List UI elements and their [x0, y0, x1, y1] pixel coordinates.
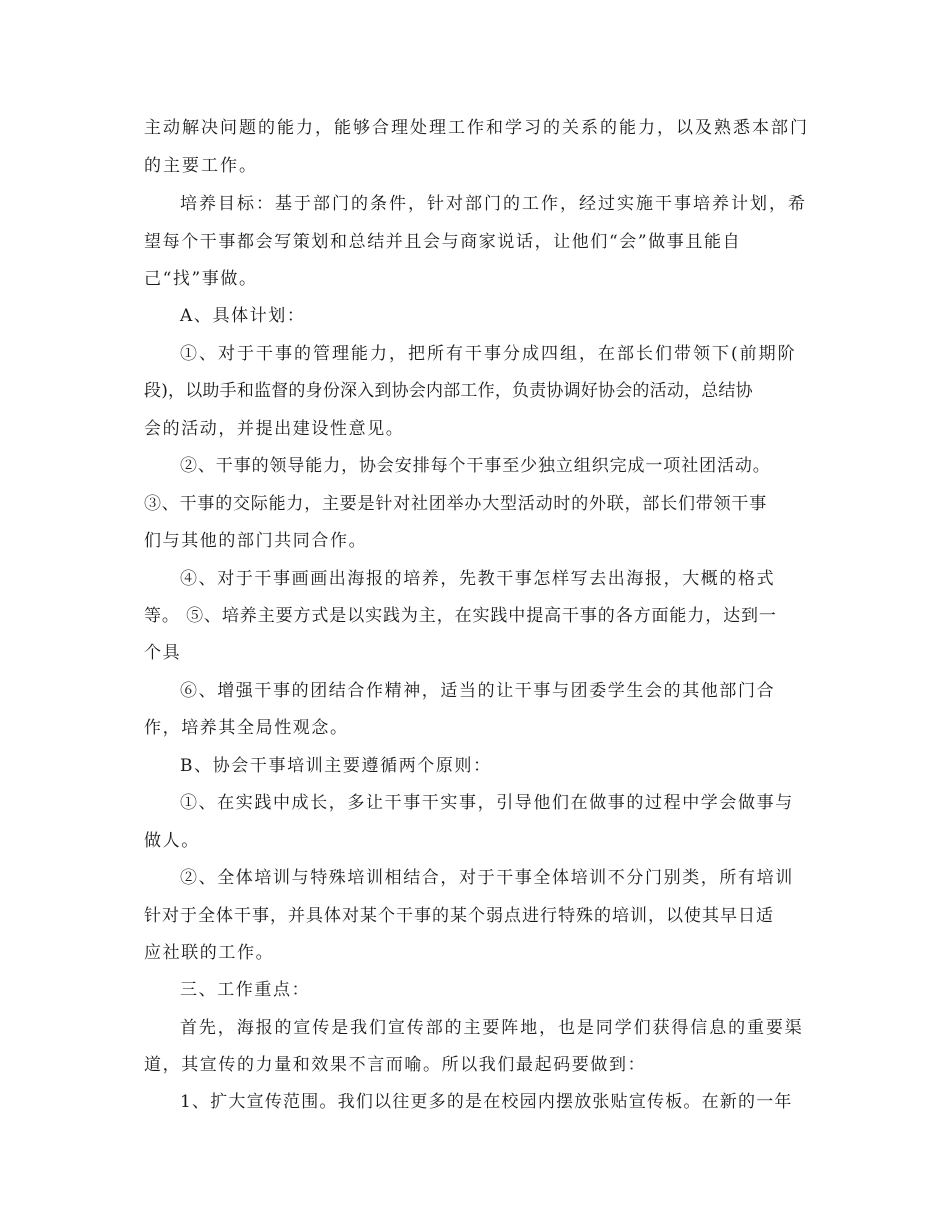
text-line: 主动解决问题的能力，能够合理处理工作和学习的关系的能力，以及熟悉本部门 — [144, 118, 809, 138]
text-line: ②、全体培训与特殊培训相结合，对于干事全体培训不分门别类，所有培训 — [180, 868, 794, 888]
text-line: B、协会干事培训主要遵循两个原则： — [180, 756, 492, 776]
text-line: 培养目标：基于部门的条件，针对部门的工作，经过实施干事培养计划，希 — [180, 194, 807, 214]
text-line: 个具 — [144, 643, 182, 663]
text-line: ④、对于干事画画出海报的培养，先教干事怎样写去出海报，大概的格式 — [180, 569, 776, 589]
text-line: 做人。 — [144, 831, 200, 851]
text-line: 段)，以助手和监督的身份深入到协会内部工作，负责协调好协会的活动，总结协 — [144, 381, 753, 401]
text-line: 作，培养其全局性观念。 — [144, 718, 349, 738]
text-line: ③、干事的交际能力，主要是针对社团举办大型活动时的外联，部长们带领干事 — [144, 494, 767, 514]
text-line: ②、干事的领导能力，协会安排每个干事至少独立组织完成一项社团活动。 — [180, 456, 771, 476]
text-line: 应社联的工作。 — [144, 943, 275, 963]
text-line: 针对于全体干事，并具体对某个干事的某个弱点进行特殊的培训，以使其早日适 — [144, 906, 774, 926]
text-line: ⑥、增强干事的团结合作精神，适当的让干事与团委学生会的其他部门合 — [180, 681, 776, 701]
text-line: 三、工作重点： — [180, 980, 311, 1000]
text-line: 首先，海报的宣传是我们宣传部的主要阵地，也是同学们获得信息的重要渠 — [180, 1018, 804, 1038]
text-line: ①、对于干事的管理能力，把所有干事分成四组，在部长们带领下(前期阶 — [180, 344, 797, 364]
text-line: 望每个干事都会写策划和总结并且会与商家说话，让他们“会”做事且能自 — [144, 232, 742, 252]
text-line: 的主要工作。 — [144, 156, 258, 176]
text-line: 会的活动，并提出建设性意见。 — [144, 419, 405, 439]
text-line: 1、扩大宣传范围。我们以往更多的是在校园内摆放张贴宣传板。在新的一年 — [180, 1092, 793, 1112]
text-line: 们与其他的部门共同合作。 — [144, 531, 368, 551]
text-line: 等。 ⑤、培养主要方式是以实践为主，在实践中提高干事的各方面能力，达到一 — [144, 606, 777, 626]
text-line: A、具体计划： — [180, 306, 306, 326]
text-line: 道，其宣传的力量和效果不言而喻。所以我们最起码要做到： — [144, 1055, 647, 1075]
text-line: ①、在实践中成长，多让干事干实事，引导他们在做事的过程中学会做事与 — [180, 793, 794, 813]
text-line: 己“找”事做。 — [144, 269, 258, 289]
